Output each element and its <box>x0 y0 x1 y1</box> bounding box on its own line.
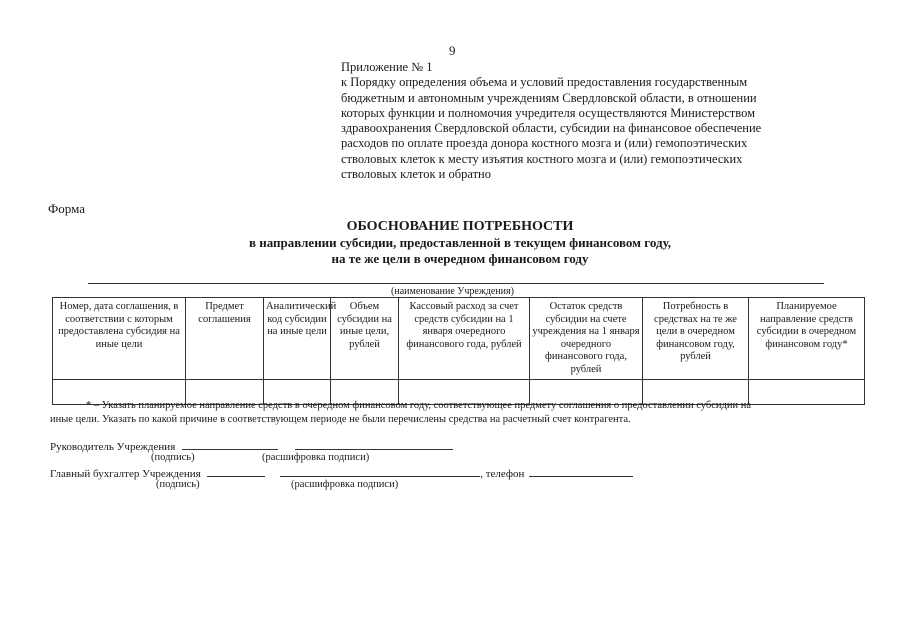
title-main: ОБОСНОВАНИЕ ПОТРЕБНОСТИ <box>346 219 574 234</box>
column-header-analytic-code: Аналитический код субсидии на иные цели <box>264 298 331 380</box>
appendix-line: стволовых клеток и обратно <box>341 167 491 182</box>
accountant-decoding-line[interactable] <box>280 466 480 477</box>
head-decoding-caption: (расшифровка подписи) <box>262 452 370 463</box>
title-line-3: на те же цели в очередном финансовом году <box>331 251 589 266</box>
column-header-remaining-balance: Остаток средств субсидии на счете учреждения на 1 января очередного финансового года, рублей <box>530 298 643 380</box>
column-header-subject: Предмет соглашения <box>186 298 264 380</box>
phone-line[interactable] <box>529 466 633 477</box>
page-number: 9 <box>449 43 456 58</box>
accountant-signature-caption: (подпись) <box>156 479 200 490</box>
column-header-subsidy-volume: Объем субсидии на иные цели, рублей <box>331 298 399 380</box>
accountant-label: Главный бухгалтер Учреждения <box>50 468 201 480</box>
appendix-line: стволовых клеток к месту изъятия костного мозга и (или) гемопоэтических <box>341 151 743 166</box>
form-table <box>52 297 865 405</box>
appendix-block <box>341 60 821 182</box>
column-header-planned-direction: Планируемое направление средств субсидии в очередном финансовом году* <box>749 298 865 380</box>
head-signature-row <box>50 439 453 453</box>
footnote-line-1: * – Указать планируемое направление средств в очередном финансовом году, соответствующее предмету соглашения о предоставлении субсидии на <box>86 400 751 411</box>
column-header-agreement: Номер, дата соглашения, в соответствии с которым предоставлена субсидия на иные цели <box>53 298 186 380</box>
footnote <box>50 399 866 427</box>
head-signature-caption: (подпись) <box>151 452 195 463</box>
column-header-cash-expense: Кассовый расход за счет средств субсидии на 1 января очередного финансового года, рублей <box>399 298 530 380</box>
institution-caption: (наименование Учреждения) <box>391 286 514 297</box>
form-label: Форма <box>48 201 85 216</box>
document-title <box>90 218 830 267</box>
head-label: Руководитель Учреждения <box>50 441 176 453</box>
phone-label: , телефон <box>480 468 525 480</box>
appendix-line: здравоохранения Свердловской области, субсидии на финансовое обеспечение <box>341 121 762 136</box>
table-header-row <box>53 298 865 380</box>
appendix-line: бюджетным и автономным учреждениям Свердловской области, в отношении <box>341 90 757 105</box>
head-decoding-line[interactable] <box>295 439 453 450</box>
column-header-requirement: Потребность в средствах на те же цели в очередном финансовом году, рублей <box>643 298 749 380</box>
appendix-line: к Порядку определения объема и условий предоставления государственным <box>341 75 748 90</box>
title-line-2: в направлении субсидии, предоставленной в текущем финансовом году, <box>248 235 672 250</box>
accountant-decoding-caption: (расшифровка подписи) <box>291 479 399 490</box>
accountant-signature-line[interactable] <box>207 466 265 477</box>
appendix-line: которых функции и полномочия учредителя осуществляются Министерством <box>341 105 756 120</box>
appendix-title: Приложение № 1 <box>341 60 433 74</box>
institution-name-line <box>88 283 824 284</box>
appendix-line: расходов по оплате проезда донора костного мозга и (или) гемопоэтических <box>341 136 748 151</box>
head-signature-line[interactable] <box>182 439 278 450</box>
footnote-line-2: иные цели. Указать по какой причине в соответствующем периоде не были перечислены средства на расчетный счет контрагента. <box>50 414 631 425</box>
accountant-signature-row <box>50 466 633 480</box>
